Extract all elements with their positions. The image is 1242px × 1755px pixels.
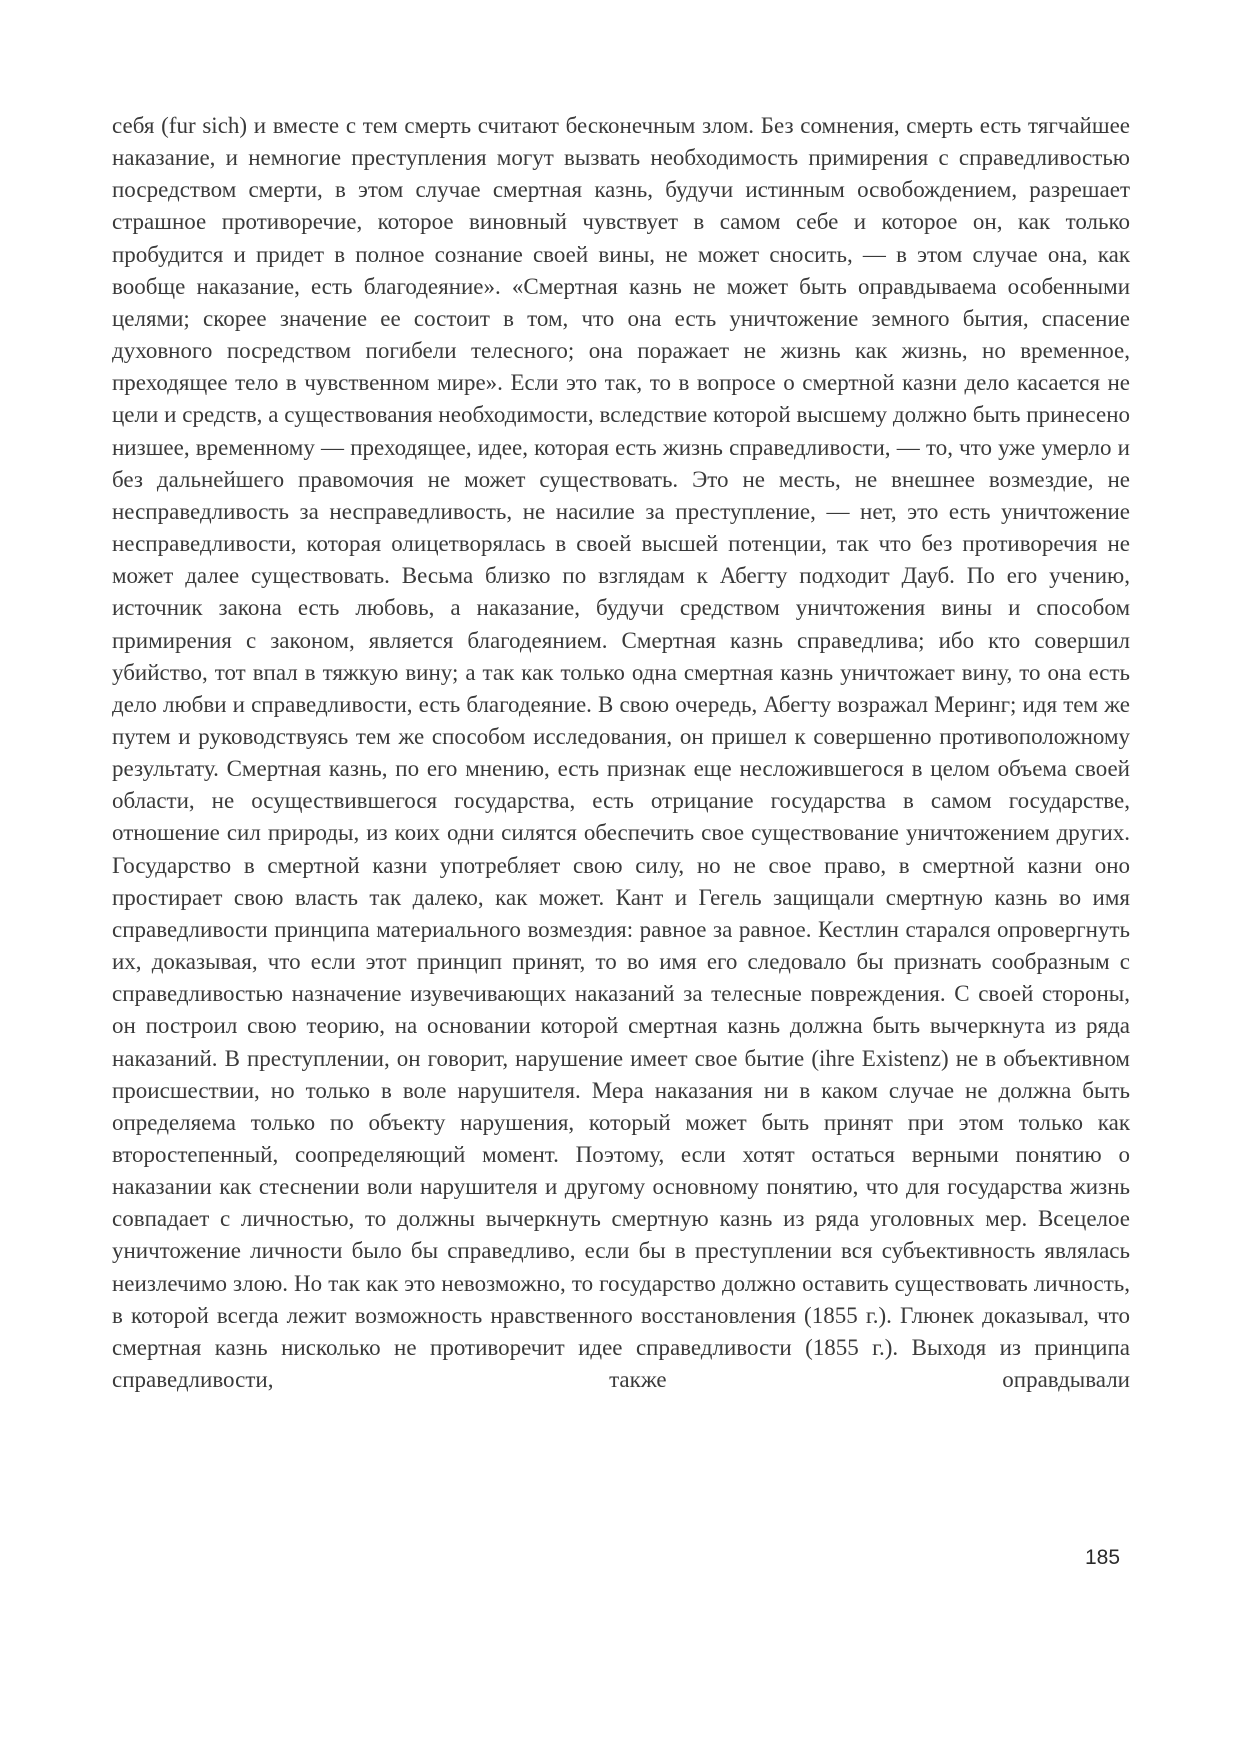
body-paragraph: себя (fur sich) и вместе с тем смерть считают бесконечным злом. Без сомнения, смерть есть тягчайшее наказание, и немногие преступления могут вызвать необходимость примирения с справедливостью посредством смерти, в этом случае смертная казнь, будучи истинным освобождением, разрешает страшное противоречие, которое виновный чувствует в самом себе и которое он, как только пробудится и придет в полное сознание своей вины, не может сносить, — в этом случае она, как вообще наказание, есть благодеяние». «Смертная казнь не может быть оправдываема особенными целями; скорее значение ее состоит в том, что она есть уничтожение земного бытия, спасение духовного посредством погибели телесного; она поражает не жизнь как жизнь, но временное, преходящее тело в чувственном мире». Если это так, то в вопросе о смертной казни дело касается не цели и средств, а существования необходимости, вследствие которой высшему должно быть принесено низшее, временному — преходящее, идее, которая есть жизнь справедливости, — то, что уже умерло и без дальнейшего правомочия не может существовать. Это не месть, не внешнее возмездие, не несправедливость за несправедливость, не насилие за преступление, — нет, это есть уничтожение несправедливости, которая олицетворялась в своей высшей потенции, так что без противоречия не может далее существовать. Весьма близко по взглядам к Абегту подходит Дауб. По его учению, источник закона есть любовь, а наказание, будучи средством уничтожения вины и способом примирения с законом, является благодеянием. Смертная казнь справедлива; ибо кто совершил убийство, тот впал в тяжкую вину; а так как только одна смертная казнь уничтожает вину, то она есть дело любви и справедливости, есть благодеяние. В свою очередь, Абегту возражал Меринг; идя тем же путем и руководствуясь тем же способом исследования, он пришел к совершенно противоположному результату. Смертная казнь, по его мнению, есть признак еще несложившегося в целом объема своей области, не осуществившегося государства, есть отрицание государства в самом государстве, отношение сил природы, из коих одни силятся обеспечить свое существование уничтожением других. Государство в смертной казни употребляет свою силу, но не свое право, в смертной казни оно простирает свою власть так далеко, как может. Кант и Гегель защищали смертную казнь во имя справедливости принципа материального возмездия: равное за равное. Кестлин старался опровергнуть их, доказывая, что если этот принцип принят, то во имя его следовало бы признать сообразным с справедливостью назначение изувечивающих наказаний за телесные повреждения. С своей стороны, он построил свою теорию, на основании которой смертная казнь должна быть вычеркнута из ряда наказаний. В преступлении, он говорит, нарушение имеет свое бытие (ihre Existenz) не в объективном происшествии, но только в воле нарушителя. Мера наказания ни в каком случае не должна быть определяема только по объекту нарушения, который может быть принят при этом только как второстепенный, соопределяющий момент. Поэтому, если хотят остаться верными понятию о наказании как стеснении воли нарушителя и другому основному понятию, что для государства жизнь совпадает с личностью, то должны вычеркнуть смертную казнь из ряда уголовных мер. Всецелое уничтожение личности было бы справедливо, если бы в преступлении вся субъективность являлась неизлечимо злою. Но так как это невозможно, то государство должно оставить существовать личность, в которой всегда лежит возможность нравственного восстановления (1855 г.). Глюнек доказывал, что смертная казнь нисколько не противоречит идее справедливости (1855 г.). Выходя из принципа справедливости, также оправдывали bbox=[112, 113, 1130, 1393]
page-number: 185 bbox=[1085, 1546, 1121, 1569]
